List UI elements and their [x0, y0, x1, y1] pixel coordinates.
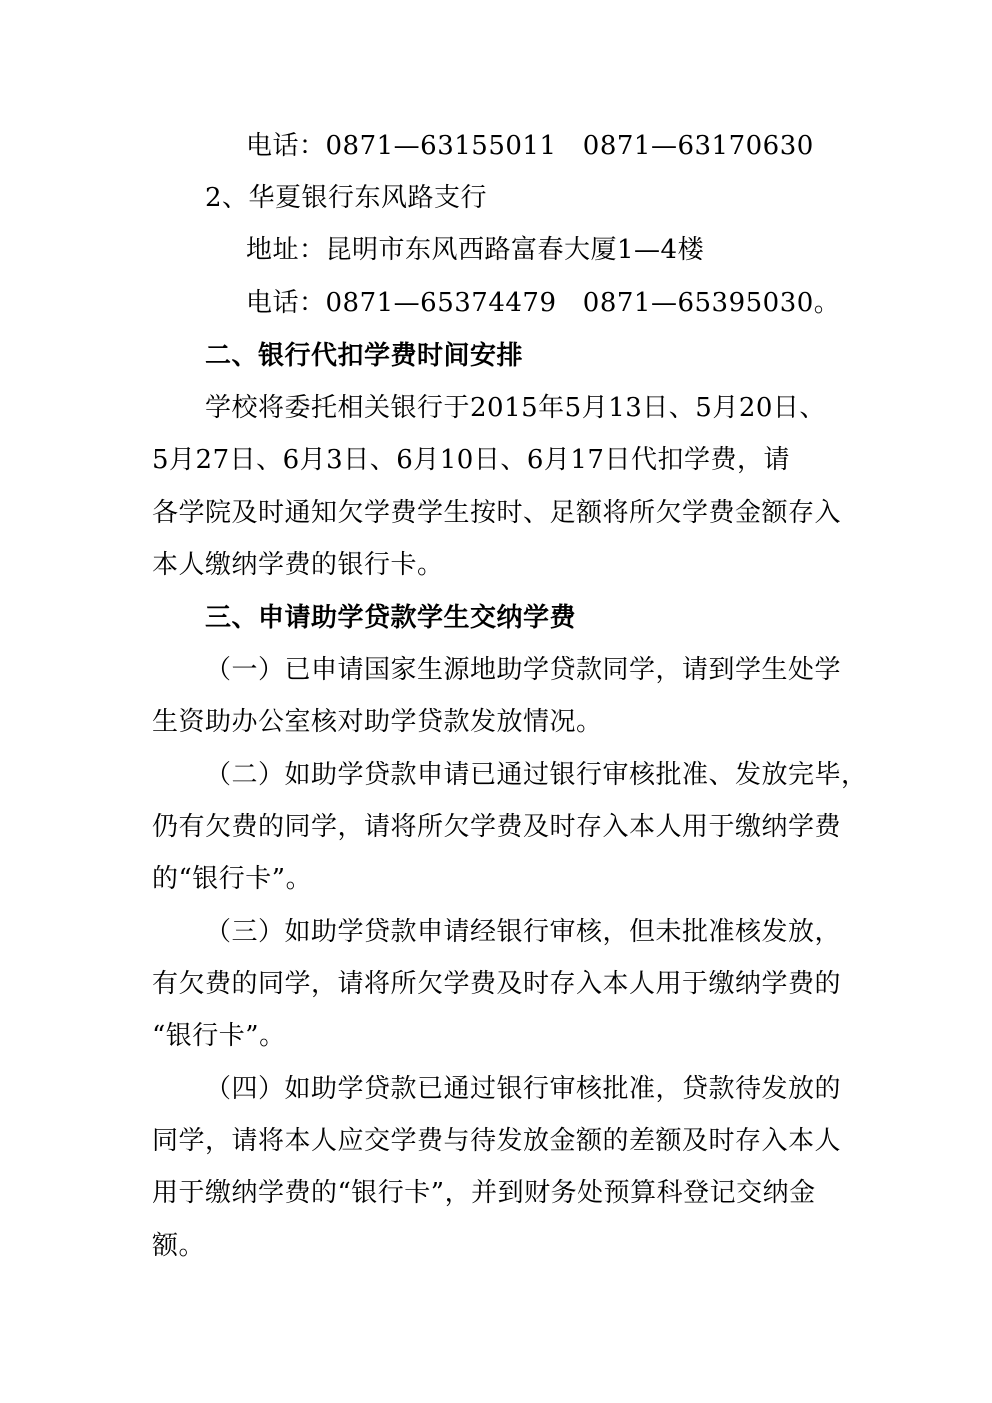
paragraph-line: 额。	[152, 1231, 206, 1261]
paragraph-line: 学校将委托相关银行于2015年5月13日、5月20日、	[205, 393, 826, 423]
paragraph-line: （二）如助学贷款申请已通过银行审核批准、发放完毕，	[205, 760, 868, 790]
paragraph-line: 有欠费的同学，请将所欠学费及时存入本人用于缴纳学费的	[152, 969, 842, 999]
paragraph-line: “银行卡”。	[152, 1021, 286, 1051]
phone-line-2: 电话：0871—65374479 0871—65395030。	[246, 288, 841, 318]
section-heading-3: 三、申请助学贷款学生交纳学费	[205, 603, 577, 633]
bank-item-2: 2、华夏银行东风路支行	[205, 183, 488, 213]
paragraph-line: （四）如助学贷款已通过银行审核批准，贷款待发放的	[205, 1074, 842, 1104]
section-heading-2: 二、银行代扣学费时间安排	[205, 341, 524, 371]
paragraph-line: 生资助办公室核对助学贷款发放情况。	[152, 707, 603, 737]
paragraph-line: 各学院及时通知欠学费学生按时、足额将所欠学费金额存入	[152, 498, 842, 528]
paragraph-line: （一）已申请国家生源地助学贷款同学，请到学生处学	[205, 655, 842, 685]
paragraph-line: 本人缴纳学费的银行卡。	[152, 550, 444, 580]
paragraph-line: 用于缴纳学费的“银行卡”，并到财务处预算科登记交纳金	[152, 1178, 816, 1208]
paragraph-line: （三）如助学贷款申请经银行审核，但未批准核发放，	[205, 917, 842, 947]
paragraph-line: 同学，请将本人应交学费与待发放金额的差额及时存入本人	[152, 1126, 842, 1156]
address-line: 地址：昆明市东风西路富春大厦1—4楼	[246, 235, 705, 265]
phone-line-1: 电话：0871—63155011 0871—63170630	[246, 131, 814, 161]
paragraph-line: 5月27日、6月3日、6月10日、6月17日代扣学费，请	[152, 445, 790, 475]
paragraph-line: 的“银行卡”。	[152, 864, 313, 894]
paragraph-line: 仍有欠费的同学，请将所欠学费及时存入本人用于缴纳学费	[152, 812, 842, 842]
